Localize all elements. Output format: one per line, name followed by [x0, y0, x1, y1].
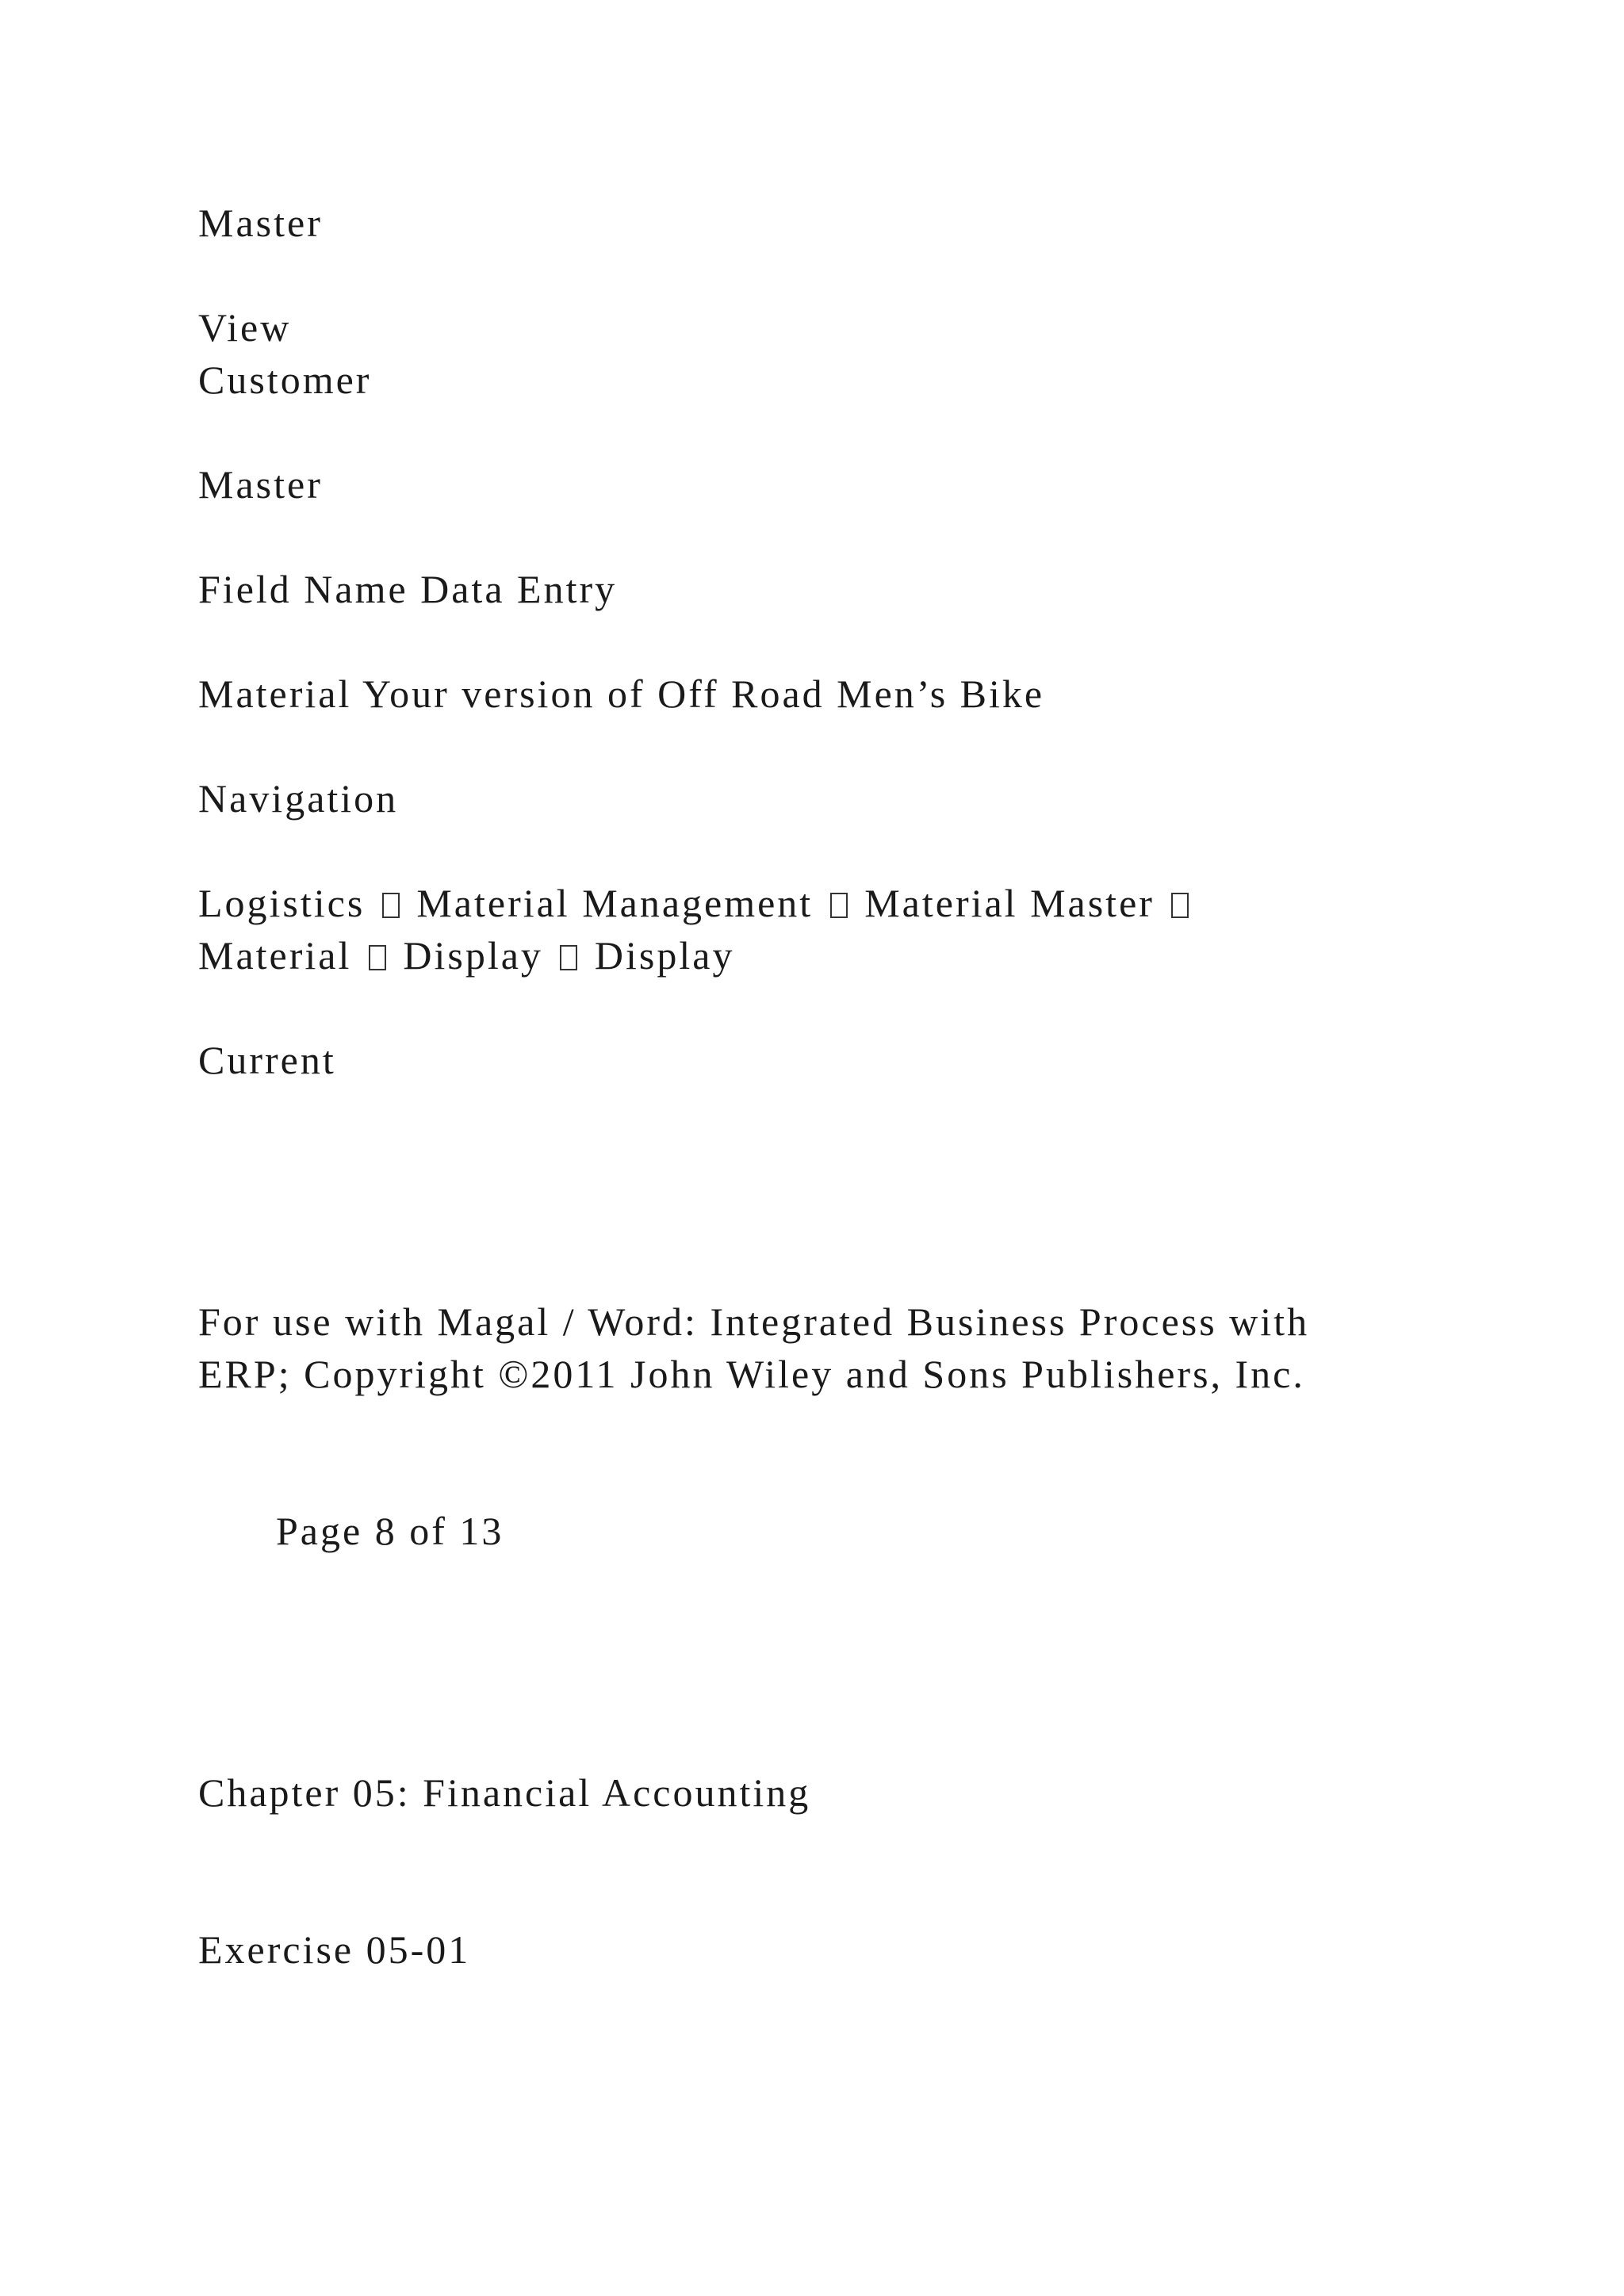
footer-copyright-line-1: For use with Magal / Word: Integrated Business Process with: [198, 1299, 1310, 1344]
nav-arrow-icon: [382, 893, 400, 918]
navigation-path-line-1: [198, 877, 1193, 929]
nav-display-1: Display: [390, 933, 556, 978]
nav-arrow-icon: [369, 945, 386, 970]
text-navigation-heading: Navigation: [198, 776, 399, 821]
nav-arrow-icon: [1171, 893, 1189, 918]
nav-arrow-icon: [830, 893, 848, 918]
nav-arrow-icon: [560, 945, 577, 970]
text-current: Current: [198, 1038, 336, 1082]
page-number: Page 8 of 13: [276, 1509, 504, 1553]
exercise-title: Exercise 05-01: [198, 1927, 471, 1972]
text-field-name-header: Field Name Data Entry: [198, 567, 618, 611]
text-material-row: Material Your version of Off Road Men’s Bike: [198, 672, 1045, 716]
footer-copyright-line-2: ERP; Copyright ©2011 John Wiley and Sons Publishers, Inc.: [198, 1352, 1305, 1396]
chapter-title: Chapter 05: Financial Accounting: [198, 1770, 811, 1815]
nav-material-management: Material Management: [404, 881, 825, 925]
nav-logistics: Logistics: [198, 881, 377, 925]
nav-material-master: Material Master: [852, 881, 1167, 925]
text-view: View: [198, 305, 292, 350]
nav-display-2: Display: [582, 933, 735, 978]
text-master-2: Master: [198, 462, 323, 507]
text-master-1: Master: [198, 201, 323, 245]
text-customer: Customer: [198, 358, 372, 402]
navigation-path-line-2: [198, 929, 734, 982]
nav-material: Material: [198, 933, 364, 978]
